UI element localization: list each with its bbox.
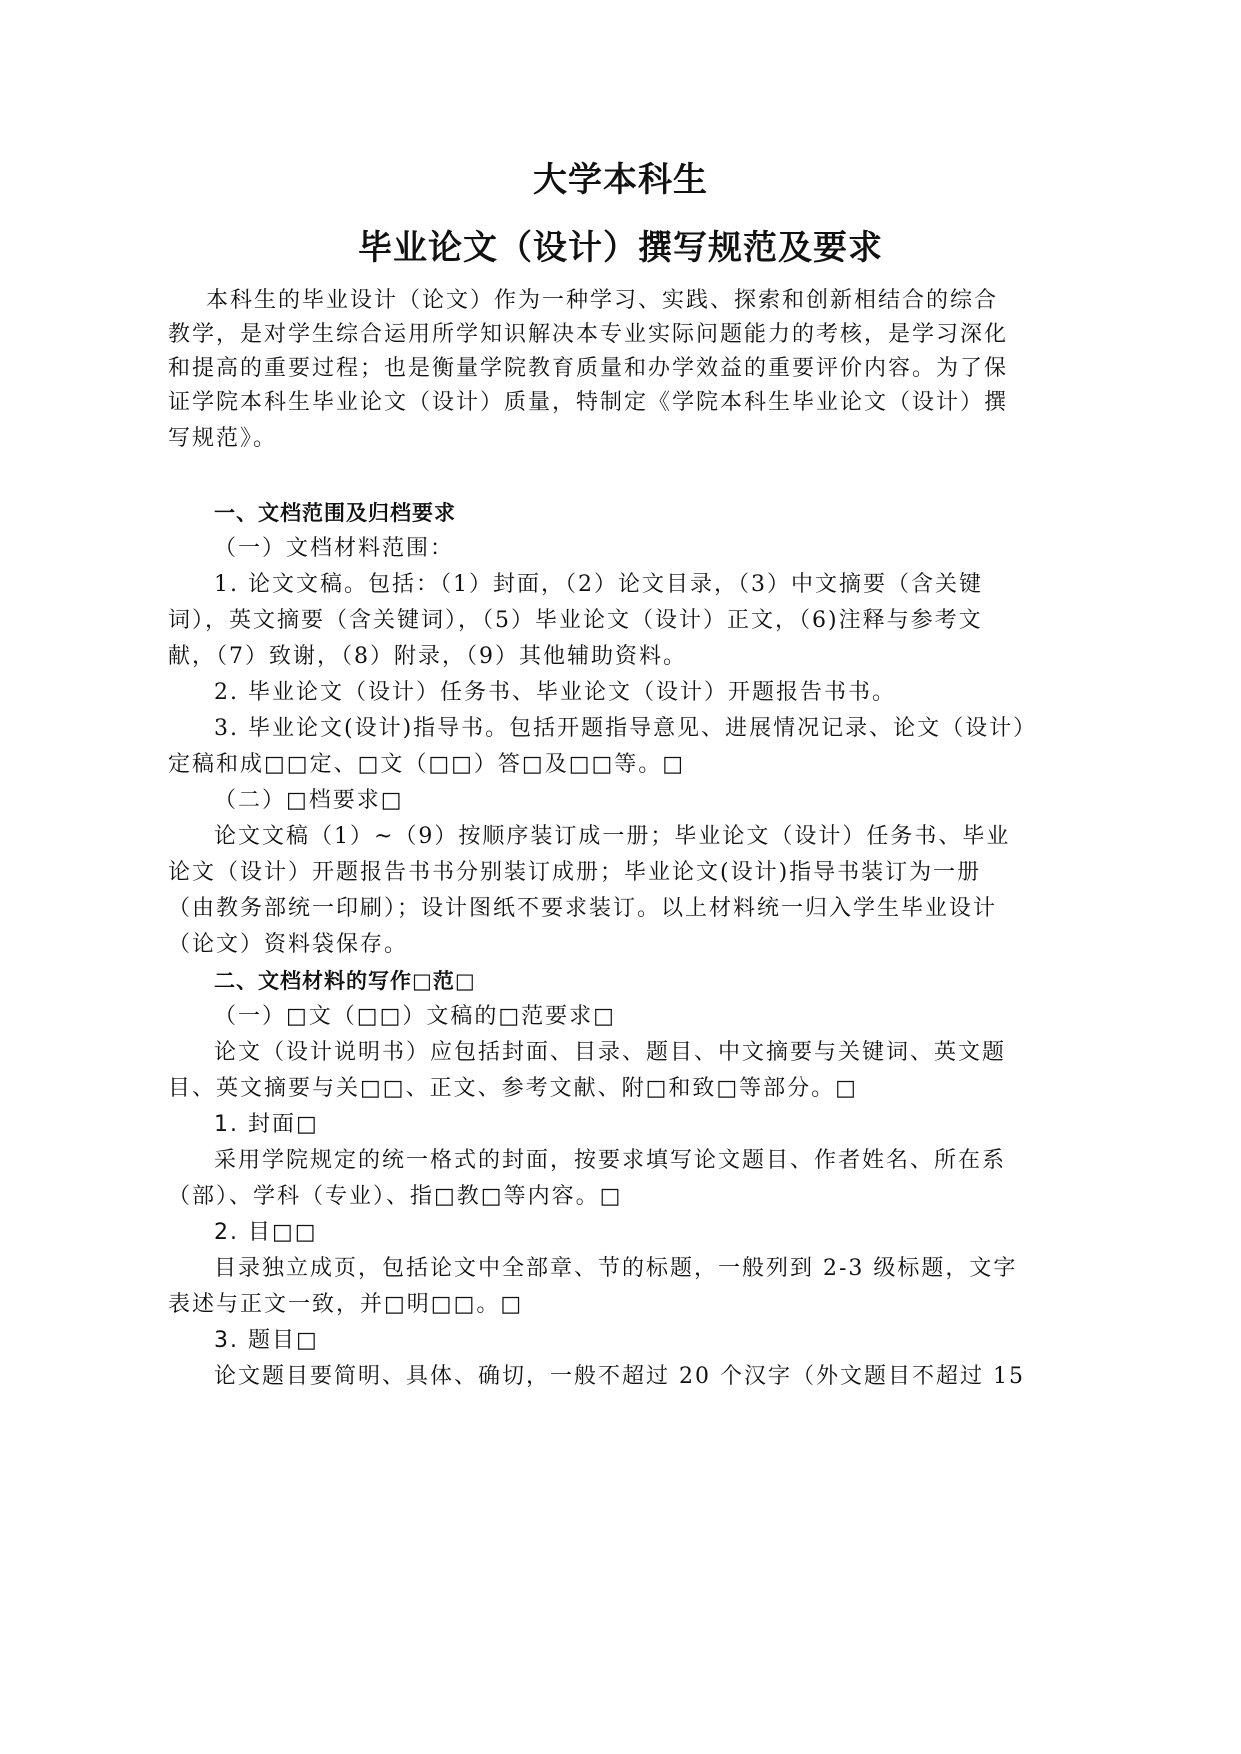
paragraph-line: 论文（设计）开题报告书书分别装订成册；毕业论文(设计)指导书装订为一册: [168, 860, 982, 885]
paragraph-line: 教学，是对学生综合运用所学知识解决本专业实际问题能力的考核，是学习深化: [168, 322, 1009, 347]
paragraph-line: （论文）资料袋保存。: [168, 932, 409, 957]
document-title: 大学本科生: [533, 160, 708, 200]
section-heading: 二、文档材料的写作□范□: [214, 969, 476, 993]
paragraph-line: 献，（7）致谢，（8）附录，（9）其他辅助资料。: [168, 644, 687, 669]
document-subtitle: 毕业论文（设计）撰写规范及要求: [358, 228, 883, 268]
subsection-heading: （一）□文（□□）文稿的□范要求□: [214, 1004, 616, 1029]
subsection-heading: （二）□档要求□: [214, 788, 404, 813]
paragraph-line: （部）、学科（专业）、指□教□等内容。□: [168, 1184, 623, 1209]
paragraph-line: 论文文稿（1）~（9）按顺序装订成一册；毕业论文（设计）任务书、毕业: [214, 824, 1011, 849]
paragraph-line: 定稿和成□□定、□文（□□）答□及□□等。□: [168, 752, 686, 777]
paragraph-line: 写规范》。: [168, 426, 278, 451]
paragraph-line: 本科生的毕业设计（论文）作为一种学习、实践、探索和创新相结合的综合: [206, 288, 999, 313]
paragraph-line: 论文（设计说明书）应包括封面、目录、题目、中文摘要与关键词、英文题: [214, 1040, 1007, 1065]
paragraph-line: 采用学院规定的统一格式的封面，按要求填写论文题目、作者姓名、所在系: [214, 1148, 1007, 1173]
paragraph-line: 目、英文摘要与关□□、正文、参考文献、附□和致□等部分。□: [168, 1076, 858, 1101]
paragraph-line: 论文题目要简明、具体、确切，一般不超过 20 个汉字（外文题目不超过 15: [214, 1364, 1025, 1389]
item-heading: 3. 题目□: [214, 1328, 319, 1353]
paragraph-line: 3. 毕业论文(设计)指导书。包括开题指导意见、进展情况记录、论文（设计）: [214, 716, 1038, 741]
paragraph-line: 证学院本科生毕业论文（设计）质量，特制定《学院本科生毕业论文（设计）撰: [168, 390, 1009, 415]
item-heading: 2. 目□□: [214, 1220, 318, 1245]
paragraph-line: 1. 论文文稿。包括：（1）封面，（2）论文目录，（3）中文摘要（含关键: [214, 572, 983, 597]
section-heading: 一、文档范围及归档要求: [214, 501, 456, 525]
paragraph-line: 词），英文摘要（含关键词），（5）毕业论文（设计）正文，（6)注释与参考文: [168, 608, 983, 633]
paragraph-line: 表述与正文一致，并□明□□。□: [168, 1292, 524, 1317]
paragraph-line: 2. 毕业论文（设计）任务书、毕业论文（设计）开题报告书书。: [214, 680, 896, 705]
paragraph-line: 和提高的重要过程；也是衡量学院教育质量和办学效益的重要评价内容。为了保: [168, 356, 1009, 381]
subsection-heading: （一）文档材料范围：: [214, 536, 455, 561]
paragraph-line: （由教务部统一印刷）；设计图纸不要求装订。以上材料统一归入学生毕业设计: [168, 896, 998, 921]
item-heading: 1. 封面□: [214, 1112, 319, 1137]
paragraph-line: 目录独立成页，包括论文中全部章、节的标题，一般列到 2-3 级标题，文字: [214, 1256, 1018, 1281]
